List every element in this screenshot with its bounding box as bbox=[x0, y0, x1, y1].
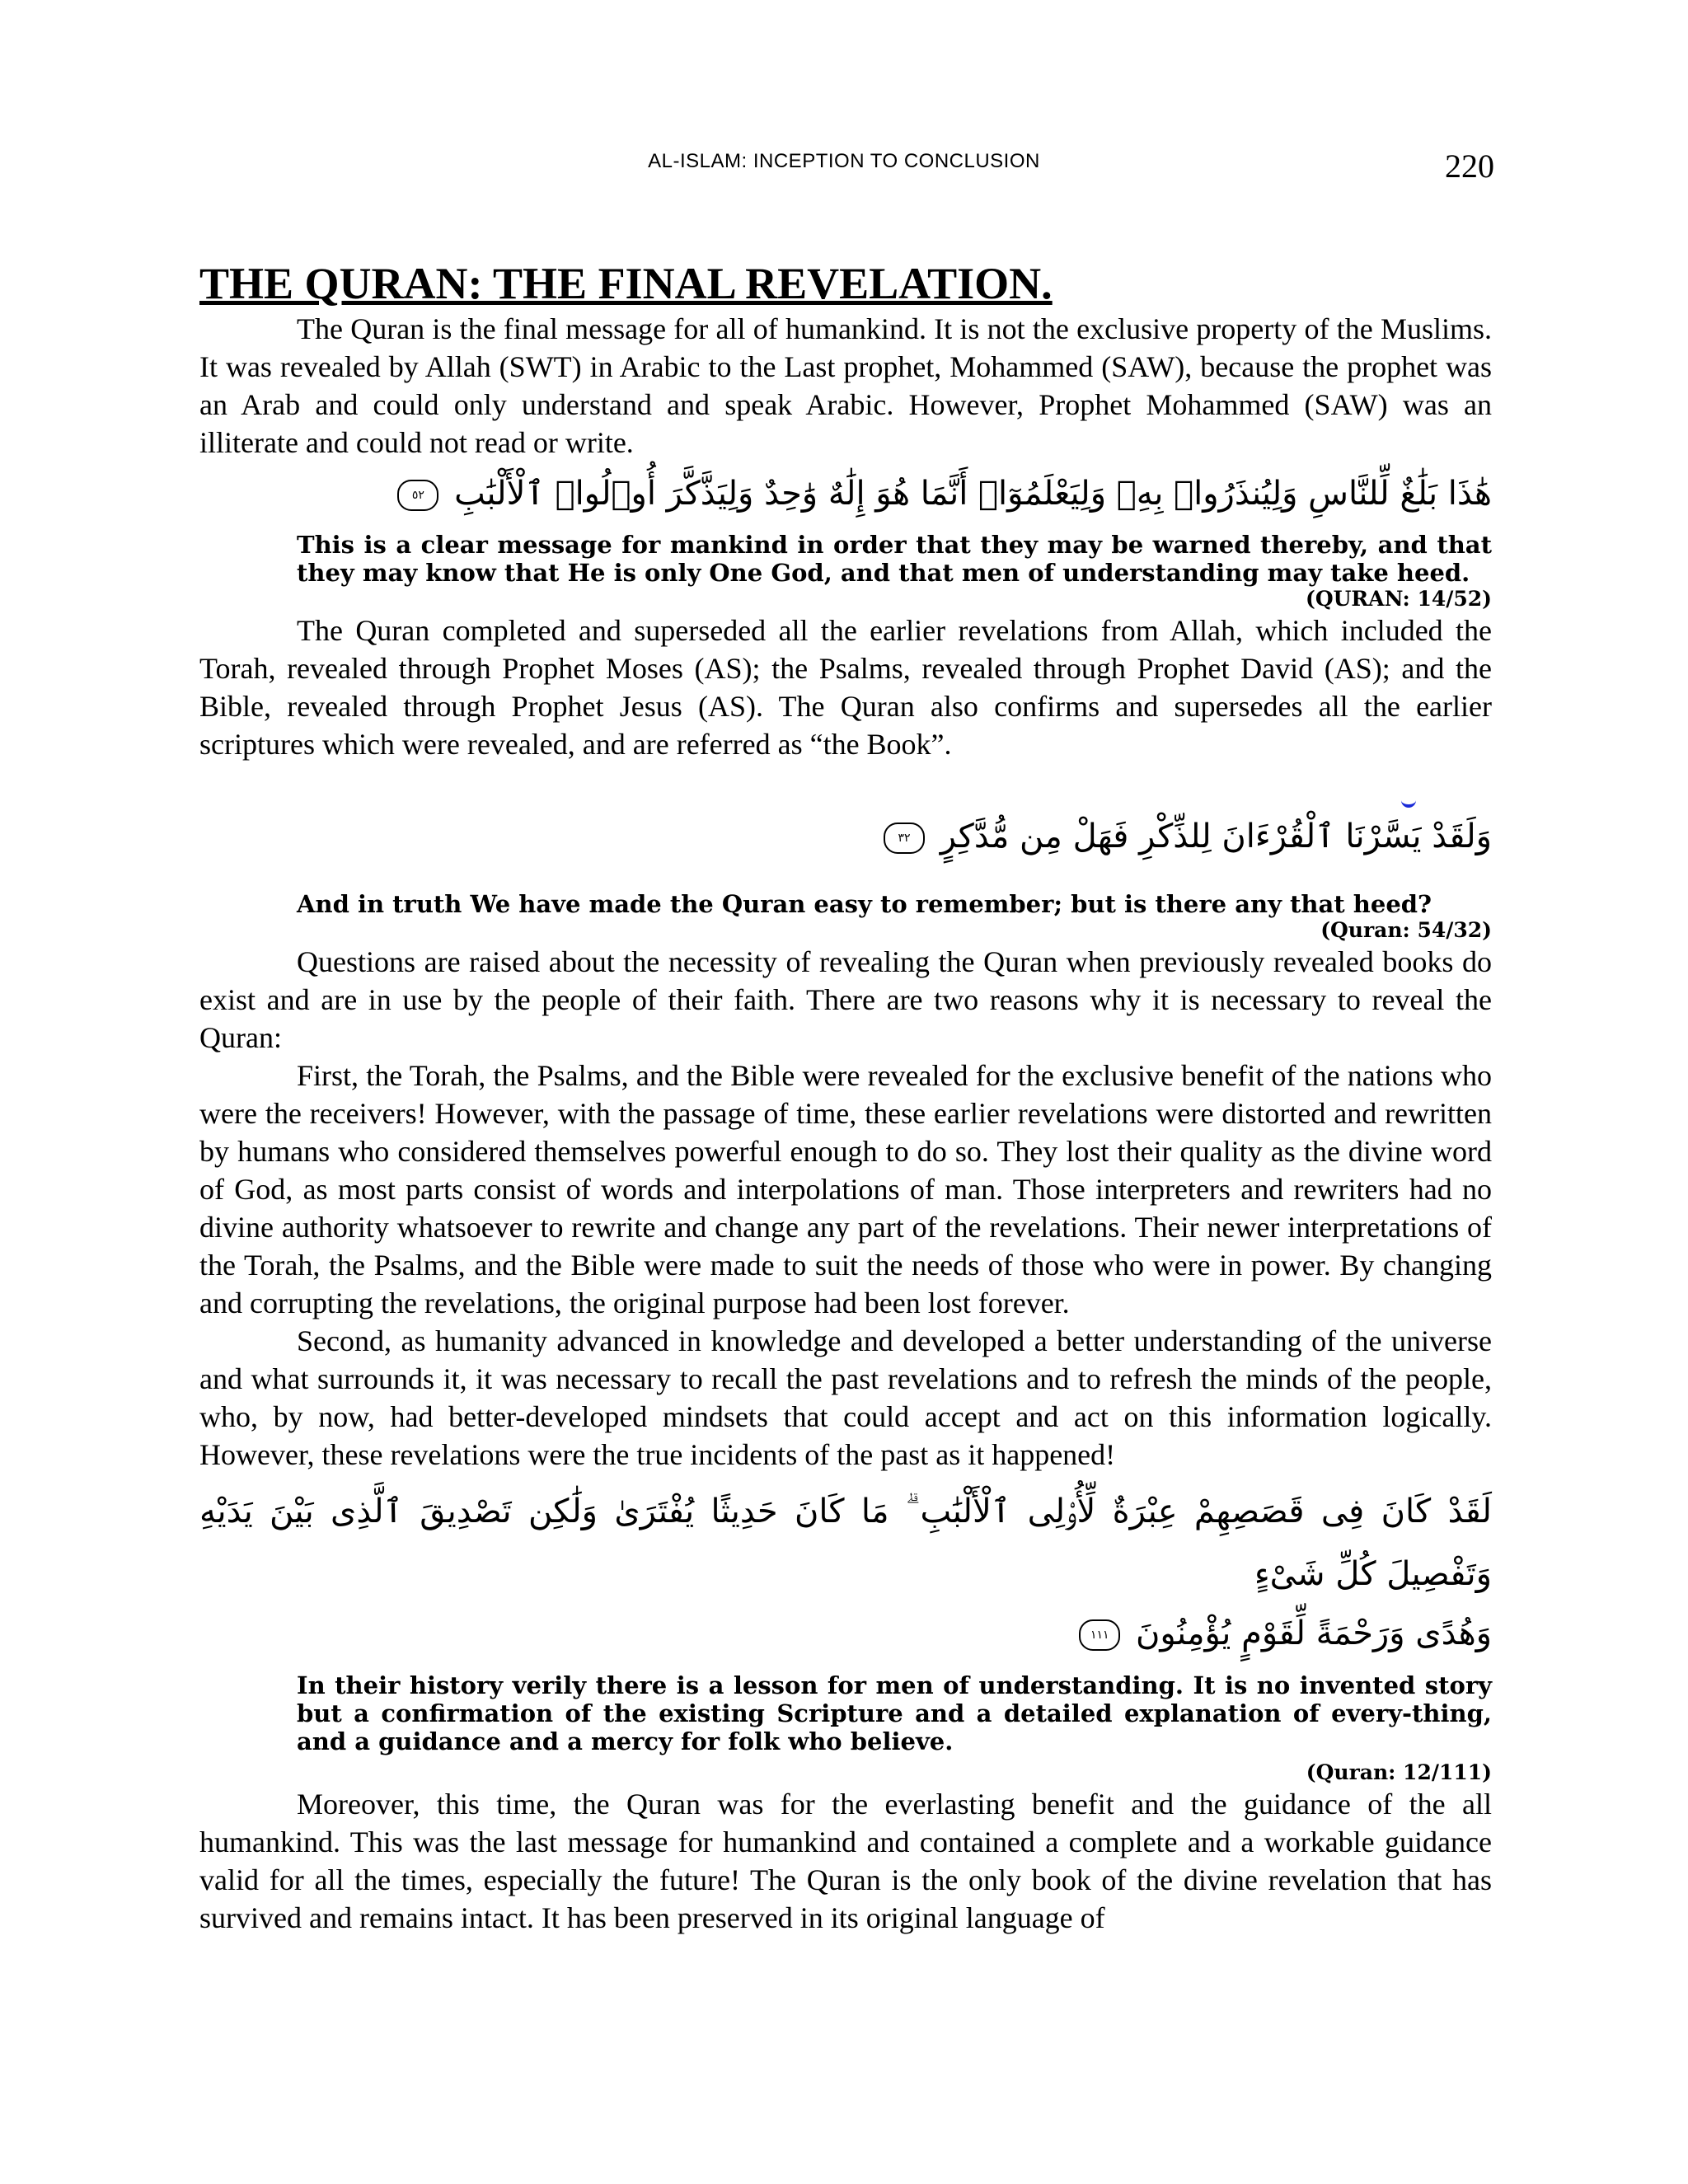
section-title: THE QURAN: THE FINAL REVELATION. bbox=[199, 259, 1053, 308]
paragraph-5: Second, as humanity advanced in knowledge and developed a better understanding of the universe and what surrounds it, it was necessary to recall the past revelations and to refresh the minds of the people, who, by now, had better-developed mindsets that could accept and act on this information logically. However, these revelations were the true incidents of the past as it happened! bbox=[199, 1324, 1492, 1471]
verse-block-1 bbox=[199, 468, 1492, 612]
paragraph-6: Moreover, this time, the Quran was for the everlasting benefit and the guidance of the all humankind. This was the last message for humankind and contained a complete and a workable guidance valid for all the times, especially the future! The Quran is the only book of the divine revelation that has survived and remains intact. It has been preserved in its original language of bbox=[199, 1788, 1492, 1934]
verse-block-2 bbox=[199, 811, 1492, 943]
paragraph-2: The Quran completed and superseded all the earlier revelations from Allah, which included the Torah, revealed through Prophet Moses (AS); the Psalms, revealed through Prophet David (AS); and the Bible, revealed through Prophet Jesus (AS). The Quran also confirms and supersedes all the earlier scriptures which were revealed, and are referred as “the Book”. bbox=[199, 614, 1492, 761]
paragraph-1: The Quran is the final message for all of humankind. It is not the exclusive property of the Muslims. It was revealed by Allah (SWT) in Arabic to the Last prophet, Mohammed (SAW), because the prophet was an Arab and could only understand and speak Arabic. However, Prophet Mohammed (SAW) was an illiterate and could not read or write. bbox=[199, 312, 1492, 459]
running-header: AL-ISLAM: INCEPTION TO CONCLUSION bbox=[648, 150, 1040, 172]
verse-translation: And in truth We have made the Quran easy to remember; but is there any that heed? bbox=[297, 890, 1432, 918]
verse-translation: This is a clear message for mankind in order that they may be warned thereby, and that they may know that He is only One God, and that men of understanding may take heed. bbox=[297, 531, 1492, 587]
verse-translation: In their history verily there is a lesson for men of understanding. It is no invented story but a confirmation of the existing Scripture and a detailed explanation of every-thing, and a guidance and a mercy for folk who believe. bbox=[297, 1671, 1492, 1755]
arabic-verse-line-2 bbox=[199, 1605, 1492, 1661]
arabic-verse-text: وَلَقَدْ يَسَّرْنَا ٱلْقُرْءَانَ لِلذِّكْرِ فَهَلْ مِن مُّدَّكِرٍ bbox=[940, 818, 1492, 855]
verse-citation: (Quran: 54/32) bbox=[1320, 918, 1492, 942]
ayah-number-icon: ١١١ bbox=[1079, 1619, 1120, 1651]
arabic-verse bbox=[199, 811, 1492, 862]
verse-citation: (QURAN: 14/52) bbox=[1305, 587, 1492, 611]
page-content bbox=[199, 257, 1492, 1937]
arabic-verse bbox=[199, 468, 1492, 519]
ayah-number-icon: ٥٢ bbox=[397, 480, 438, 511]
arabic-verse-text: وَهُدًى وَرَحْمَةً لِّقَوْمٍ يُؤْمِنُونَ bbox=[1136, 1615, 1492, 1652]
arabic-verse-line-1: لَقَدْ كَانَ فِى قَصَصِهِمْ عِبْرَةٌ لِّأُو۟لِى ٱلْأَلْبَٰبِ ۗ مَا كَانَ حَدِيثًا يُفْتَرَىٰ وَلَٰكِن تَصْدِيقَ ٱلَّذِى بَيْنَ يَدَيْهِ وَتَفْصِيلَ كُلِّ شَىْءٍ bbox=[199, 1493, 1492, 1593]
ayah-number-icon: ٣٢ bbox=[884, 823, 925, 854]
paragraph-4: First, the Torah, the Psalms, and the Bible were revealed for the exclusive benefit of the nations who were the receivers! However, with the passage of time, these earlier revelations were distorted and rewritten by humans who considered themselves powerful enough to do so. They lost their quality as the divine word of God, as most parts consist of words and interpolations of man. Those interpreters and rewriters had no divine authority whatsoever to rewrite and change any part of the revelations. Their newer interpretations of the Torah, the Psalms, and the Bible were made to suit the needs of those who were in power. By changing and corrupting the revelations, the original purpose had been lost forever. bbox=[199, 1059, 1492, 1319]
arabic-verse-text: هَٰذَا بَلَٰغٌ لِّلنَّاسِ وَلِيُنذَرُوا۟ بِهِۦ وَلِيَعْلَمُوٓا۟ أَنَّمَا هُوَ إِلَٰهٌ وَٰحِدٌ وَلِيَذَّكَّرَ أُو۟لُوا۟ ٱلْأَلْبَٰبِ bbox=[454, 475, 1492, 513]
paragraph-3: Questions are raised about the necessity of revealing the Quran when previously revealed books do exist and are in use by the people of their faith. There are two reasons why it is necessary to reveal the Quran: bbox=[199, 945, 1492, 1054]
verse-block-3 bbox=[199, 1480, 1492, 1785]
page-number: 220 bbox=[1445, 148, 1494, 185]
verse-citation: (Quran: 12/111) bbox=[1306, 1760, 1492, 1784]
